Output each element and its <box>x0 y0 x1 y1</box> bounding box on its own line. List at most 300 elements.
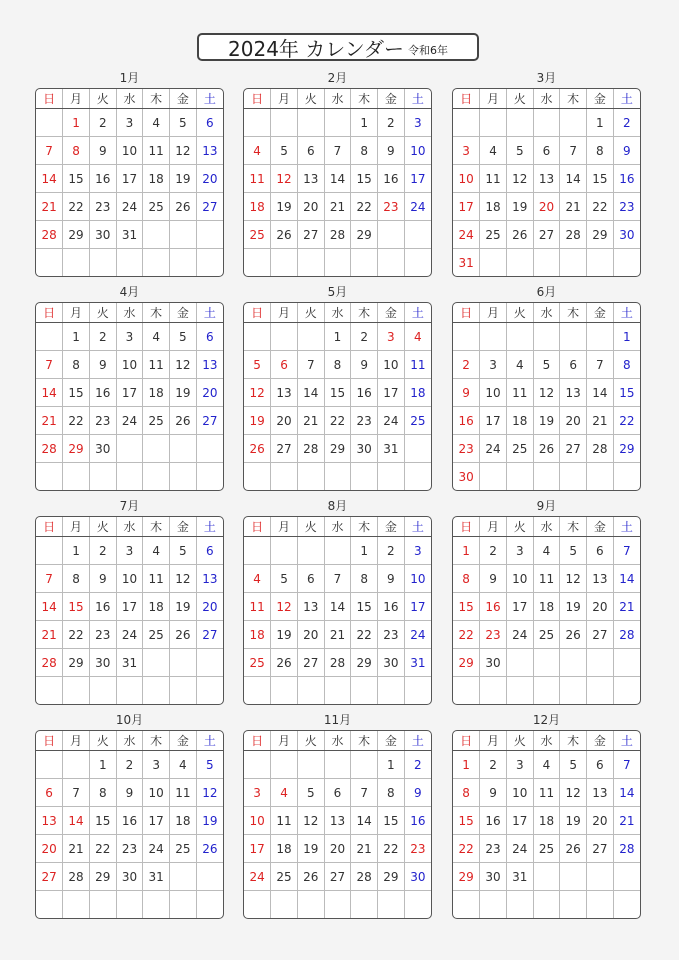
weekday-header: 水 <box>116 731 143 751</box>
day-cell: 17 <box>453 193 480 221</box>
day-cell <box>533 649 560 677</box>
day-cell: 12 <box>271 593 298 621</box>
day-cell: 6 <box>36 779 63 807</box>
day-cell: 28 <box>351 863 378 891</box>
day-cell: 1 <box>324 323 351 351</box>
weekday-header: 金 <box>587 731 614 751</box>
day-cell <box>244 463 271 491</box>
day-cell: 26 <box>271 649 298 677</box>
day-cell: 20 <box>271 407 298 435</box>
day-cell: 10 <box>116 351 143 379</box>
month-calendar <box>452 712 641 919</box>
day-cell: 2 <box>480 751 507 779</box>
day-cell: 15 <box>613 379 640 407</box>
day-cell: 29 <box>351 649 378 677</box>
weekday-header: 日 <box>453 517 480 537</box>
month-grid <box>452 516 641 705</box>
day-cell: 18 <box>143 165 170 193</box>
day-cell: 30 <box>89 649 116 677</box>
day-cell: 10 <box>116 137 143 165</box>
day-cell: 25 <box>533 621 560 649</box>
day-cell <box>196 677 223 705</box>
day-cell: 2 <box>89 109 116 137</box>
day-cell <box>63 677 90 705</box>
day-cell: 9 <box>89 137 116 165</box>
weekday-header: 日 <box>36 731 63 751</box>
weekday-header: 土 <box>613 303 640 323</box>
day-cell <box>324 677 351 705</box>
weekday-header: 金 <box>378 303 405 323</box>
day-cell: 3 <box>116 323 143 351</box>
day-cell <box>533 323 560 351</box>
day-cell: 1 <box>613 323 640 351</box>
day-cell: 2 <box>89 537 116 565</box>
day-cell: 22 <box>63 407 90 435</box>
day-cell: 29 <box>324 435 351 463</box>
day-cell: 7 <box>613 537 640 565</box>
weekday-header: 月 <box>271 731 298 751</box>
day-cell: 6 <box>533 137 560 165</box>
weekday-header: 土 <box>196 89 223 109</box>
day-cell <box>297 249 324 277</box>
day-cell <box>324 891 351 919</box>
day-cell: 2 <box>378 109 405 137</box>
day-cell: 20 <box>587 593 614 621</box>
weekday-header: 火 <box>297 303 324 323</box>
day-cell: 13 <box>196 137 223 165</box>
day-cell: 14 <box>297 379 324 407</box>
day-cell: 26 <box>196 835 223 863</box>
day-cell: 4 <box>533 537 560 565</box>
day-cell: 6 <box>196 537 223 565</box>
weekday-header: 日 <box>453 89 480 109</box>
day-cell: 25 <box>271 863 298 891</box>
day-cell <box>170 891 197 919</box>
weekday-header: 水 <box>533 89 560 109</box>
day-cell: 19 <box>271 621 298 649</box>
weekday-header: 火 <box>506 731 533 751</box>
day-cell: 12 <box>271 165 298 193</box>
day-cell: 20 <box>560 407 587 435</box>
day-cell <box>89 891 116 919</box>
day-cell: 29 <box>89 863 116 891</box>
day-cell: 19 <box>506 193 533 221</box>
day-cell <box>36 751 63 779</box>
day-cell <box>324 463 351 491</box>
day-cell: 31 <box>378 435 405 463</box>
day-cell: 5 <box>533 351 560 379</box>
day-cell <box>297 109 324 137</box>
day-cell: 5 <box>244 351 271 379</box>
day-cell: 4 <box>533 751 560 779</box>
month-calendar <box>35 498 224 705</box>
weekday-header: 月 <box>480 517 507 537</box>
day-cell: 11 <box>143 137 170 165</box>
day-cell: 7 <box>613 751 640 779</box>
weekday-header: 火 <box>297 517 324 537</box>
day-cell: 21 <box>587 407 614 435</box>
weekday-header: 火 <box>506 517 533 537</box>
weekday-header: 火 <box>297 731 324 751</box>
day-cell: 18 <box>244 621 271 649</box>
weekday-header: 金 <box>378 89 405 109</box>
day-cell: 14 <box>587 379 614 407</box>
day-cell: 21 <box>297 407 324 435</box>
day-cell: 27 <box>271 435 298 463</box>
day-cell <box>506 649 533 677</box>
day-cell: 29 <box>613 435 640 463</box>
day-cell <box>404 249 431 277</box>
day-cell <box>116 249 143 277</box>
day-cell: 5 <box>271 565 298 593</box>
day-cell: 17 <box>116 593 143 621</box>
day-cell: 11 <box>244 165 271 193</box>
day-cell: 4 <box>143 109 170 137</box>
day-cell: 11 <box>480 165 507 193</box>
day-cell <box>453 891 480 919</box>
day-cell: 22 <box>453 835 480 863</box>
day-cell: 21 <box>63 835 90 863</box>
day-cell: 23 <box>116 835 143 863</box>
day-cell: 1 <box>587 109 614 137</box>
day-cell: 8 <box>63 137 90 165</box>
month-calendar <box>35 284 224 491</box>
day-cell: 17 <box>480 407 507 435</box>
day-cell <box>36 249 63 277</box>
day-cell: 4 <box>404 323 431 351</box>
day-cell <box>506 463 533 491</box>
day-cell: 7 <box>587 351 614 379</box>
month-grid <box>35 516 224 705</box>
month-calendar <box>35 712 224 919</box>
day-cell: 17 <box>116 165 143 193</box>
day-cell: 8 <box>351 565 378 593</box>
day-cell: 26 <box>560 835 587 863</box>
day-cell: 24 <box>404 193 431 221</box>
weekday-header: 月 <box>63 89 90 109</box>
day-cell: 16 <box>116 807 143 835</box>
day-cell: 7 <box>324 565 351 593</box>
month-grid <box>243 302 432 491</box>
day-cell <box>196 863 223 891</box>
day-cell: 12 <box>170 137 197 165</box>
day-cell: 25 <box>143 193 170 221</box>
day-cell: 23 <box>453 435 480 463</box>
day-cell <box>351 751 378 779</box>
day-cell <box>480 109 507 137</box>
day-cell: 10 <box>506 565 533 593</box>
day-cell: 26 <box>506 221 533 249</box>
day-cell: 17 <box>143 807 170 835</box>
day-cell: 29 <box>453 863 480 891</box>
day-cell <box>587 649 614 677</box>
day-cell <box>480 249 507 277</box>
day-cell <box>351 463 378 491</box>
day-cell: 13 <box>196 351 223 379</box>
day-cell: 21 <box>613 593 640 621</box>
weekday-header: 日 <box>244 303 271 323</box>
day-cell: 30 <box>480 649 507 677</box>
day-cell: 13 <box>587 779 614 807</box>
day-cell: 16 <box>89 379 116 407</box>
weekday-header: 日 <box>244 731 271 751</box>
day-cell <box>196 463 223 491</box>
day-cell: 9 <box>480 779 507 807</box>
day-cell: 6 <box>271 351 298 379</box>
day-cell: 9 <box>453 379 480 407</box>
day-cell: 29 <box>63 221 90 249</box>
weekday-header: 月 <box>63 731 90 751</box>
day-cell: 9 <box>89 351 116 379</box>
day-cell: 22 <box>587 193 614 221</box>
day-cell: 21 <box>36 621 63 649</box>
day-cell: 2 <box>453 351 480 379</box>
day-cell: 14 <box>560 165 587 193</box>
day-cell: 12 <box>170 565 197 593</box>
day-cell: 19 <box>271 193 298 221</box>
day-cell <box>587 677 614 705</box>
day-cell: 18 <box>143 379 170 407</box>
day-cell: 25 <box>506 435 533 463</box>
day-cell: 11 <box>404 351 431 379</box>
day-cell: 15 <box>63 379 90 407</box>
weekday-header: 水 <box>533 303 560 323</box>
day-cell <box>170 863 197 891</box>
month-grid <box>243 88 432 277</box>
day-cell: 28 <box>613 621 640 649</box>
weekday-header: 木 <box>351 731 378 751</box>
day-cell: 10 <box>143 779 170 807</box>
weekday-header: 火 <box>506 89 533 109</box>
day-cell: 26 <box>297 863 324 891</box>
day-cell: 19 <box>170 593 197 621</box>
day-cell: 23 <box>351 407 378 435</box>
day-cell: 20 <box>297 621 324 649</box>
day-cell: 10 <box>506 779 533 807</box>
weekday-header: 水 <box>533 731 560 751</box>
weekday-header: 木 <box>143 303 170 323</box>
day-cell: 30 <box>453 463 480 491</box>
day-cell <box>196 221 223 249</box>
day-cell <box>506 891 533 919</box>
day-cell: 24 <box>378 407 405 435</box>
day-cell: 14 <box>324 165 351 193</box>
day-cell <box>63 751 90 779</box>
day-cell <box>297 751 324 779</box>
weekday-header: 月 <box>480 89 507 109</box>
day-cell <box>480 677 507 705</box>
month-grid <box>35 730 224 919</box>
day-cell: 6 <box>196 323 223 351</box>
day-cell: 15 <box>351 593 378 621</box>
day-cell: 26 <box>170 621 197 649</box>
day-cell: 23 <box>89 193 116 221</box>
day-cell: 20 <box>196 379 223 407</box>
day-cell: 29 <box>587 221 614 249</box>
day-cell: 4 <box>271 779 298 807</box>
day-cell <box>170 221 197 249</box>
day-cell: 18 <box>244 193 271 221</box>
day-cell: 11 <box>170 779 197 807</box>
day-cell <box>324 537 351 565</box>
month-label: 5月 <box>327 285 348 299</box>
month-label: 12月 <box>532 713 561 727</box>
month-calendar <box>452 70 641 277</box>
day-cell: 9 <box>378 137 405 165</box>
day-cell: 23 <box>404 835 431 863</box>
day-cell: 18 <box>533 593 560 621</box>
day-cell: 22 <box>378 835 405 863</box>
day-cell: 11 <box>533 779 560 807</box>
day-cell: 3 <box>116 537 143 565</box>
day-cell <box>587 863 614 891</box>
day-cell: 18 <box>404 379 431 407</box>
day-cell: 14 <box>324 593 351 621</box>
day-cell: 1 <box>378 751 405 779</box>
day-cell: 9 <box>89 565 116 593</box>
day-cell: 21 <box>36 407 63 435</box>
day-cell: 18 <box>480 193 507 221</box>
day-cell: 22 <box>453 621 480 649</box>
day-cell: 2 <box>480 537 507 565</box>
day-cell: 26 <box>271 221 298 249</box>
weekday-header: 水 <box>116 517 143 537</box>
month-grid <box>35 88 224 277</box>
day-cell: 19 <box>244 407 271 435</box>
day-cell: 27 <box>587 621 614 649</box>
day-cell: 28 <box>324 221 351 249</box>
day-cell: 17 <box>506 593 533 621</box>
weekday-header: 土 <box>404 303 431 323</box>
weekday-header: 水 <box>324 517 351 537</box>
day-cell: 21 <box>324 621 351 649</box>
weekday-header: 土 <box>404 89 431 109</box>
day-cell: 23 <box>378 621 405 649</box>
day-cell: 1 <box>89 751 116 779</box>
day-cell: 3 <box>143 751 170 779</box>
weekday-header: 金 <box>170 89 197 109</box>
day-cell: 10 <box>244 807 271 835</box>
day-cell <box>89 463 116 491</box>
day-cell: 6 <box>587 751 614 779</box>
month-label: 9月 <box>536 499 557 513</box>
month-grid <box>452 730 641 919</box>
day-cell: 17 <box>244 835 271 863</box>
day-cell <box>506 677 533 705</box>
month-label: 8月 <box>327 499 348 513</box>
day-cell: 18 <box>533 807 560 835</box>
day-cell: 13 <box>533 165 560 193</box>
day-cell <box>351 677 378 705</box>
day-cell <box>271 751 298 779</box>
day-cell: 25 <box>480 221 507 249</box>
day-cell: 27 <box>196 407 223 435</box>
day-cell <box>196 649 223 677</box>
day-cell <box>533 109 560 137</box>
weekday-header: 金 <box>170 303 197 323</box>
weekday-header: 月 <box>63 303 90 323</box>
day-cell <box>63 249 90 277</box>
day-cell: 22 <box>351 193 378 221</box>
day-cell: 14 <box>36 379 63 407</box>
day-cell: 16 <box>613 165 640 193</box>
day-cell: 31 <box>453 249 480 277</box>
weekday-header: 日 <box>453 731 480 751</box>
day-cell: 7 <box>297 351 324 379</box>
day-cell <box>271 677 298 705</box>
day-cell: 16 <box>480 807 507 835</box>
day-cell: 10 <box>116 565 143 593</box>
day-cell: 9 <box>480 565 507 593</box>
day-cell: 3 <box>480 351 507 379</box>
day-cell: 15 <box>587 165 614 193</box>
day-cell <box>560 891 587 919</box>
day-cell: 13 <box>324 807 351 835</box>
day-cell: 16 <box>378 165 405 193</box>
day-cell <box>170 249 197 277</box>
day-cell: 2 <box>116 751 143 779</box>
day-cell: 29 <box>453 649 480 677</box>
month-label: 7月 <box>119 499 140 513</box>
day-cell: 21 <box>324 193 351 221</box>
day-cell: 14 <box>613 779 640 807</box>
day-cell: 2 <box>404 751 431 779</box>
day-cell: 27 <box>587 835 614 863</box>
day-cell: 10 <box>378 351 405 379</box>
weekday-header: 火 <box>506 303 533 323</box>
weekday-header: 金 <box>587 89 614 109</box>
day-cell: 3 <box>244 779 271 807</box>
day-cell: 9 <box>378 565 405 593</box>
day-cell: 7 <box>36 351 63 379</box>
weekday-header: 土 <box>196 731 223 751</box>
weekday-header: 月 <box>480 303 507 323</box>
day-cell <box>170 435 197 463</box>
weekday-header: 日 <box>36 303 63 323</box>
day-cell <box>560 863 587 891</box>
day-cell <box>560 323 587 351</box>
weekday-header: 月 <box>271 303 298 323</box>
weekday-header: 木 <box>560 731 587 751</box>
day-cell <box>613 463 640 491</box>
day-cell: 10 <box>480 379 507 407</box>
day-cell: 6 <box>560 351 587 379</box>
day-cell: 5 <box>271 137 298 165</box>
day-cell <box>271 249 298 277</box>
day-cell: 8 <box>324 351 351 379</box>
day-cell: 7 <box>351 779 378 807</box>
day-cell: 13 <box>271 379 298 407</box>
day-cell <box>587 249 614 277</box>
day-cell: 25 <box>533 835 560 863</box>
day-cell: 29 <box>378 863 405 891</box>
day-cell: 17 <box>404 593 431 621</box>
day-cell: 26 <box>170 193 197 221</box>
day-cell: 22 <box>324 407 351 435</box>
day-cell <box>271 891 298 919</box>
day-cell: 28 <box>36 649 63 677</box>
day-cell: 31 <box>116 221 143 249</box>
day-cell: 22 <box>351 621 378 649</box>
day-cell: 31 <box>404 649 431 677</box>
day-cell <box>271 323 298 351</box>
day-cell: 22 <box>63 621 90 649</box>
day-cell: 9 <box>116 779 143 807</box>
day-cell: 5 <box>297 779 324 807</box>
weekday-header: 金 <box>378 731 405 751</box>
day-cell: 18 <box>143 593 170 621</box>
day-cell: 21 <box>351 835 378 863</box>
